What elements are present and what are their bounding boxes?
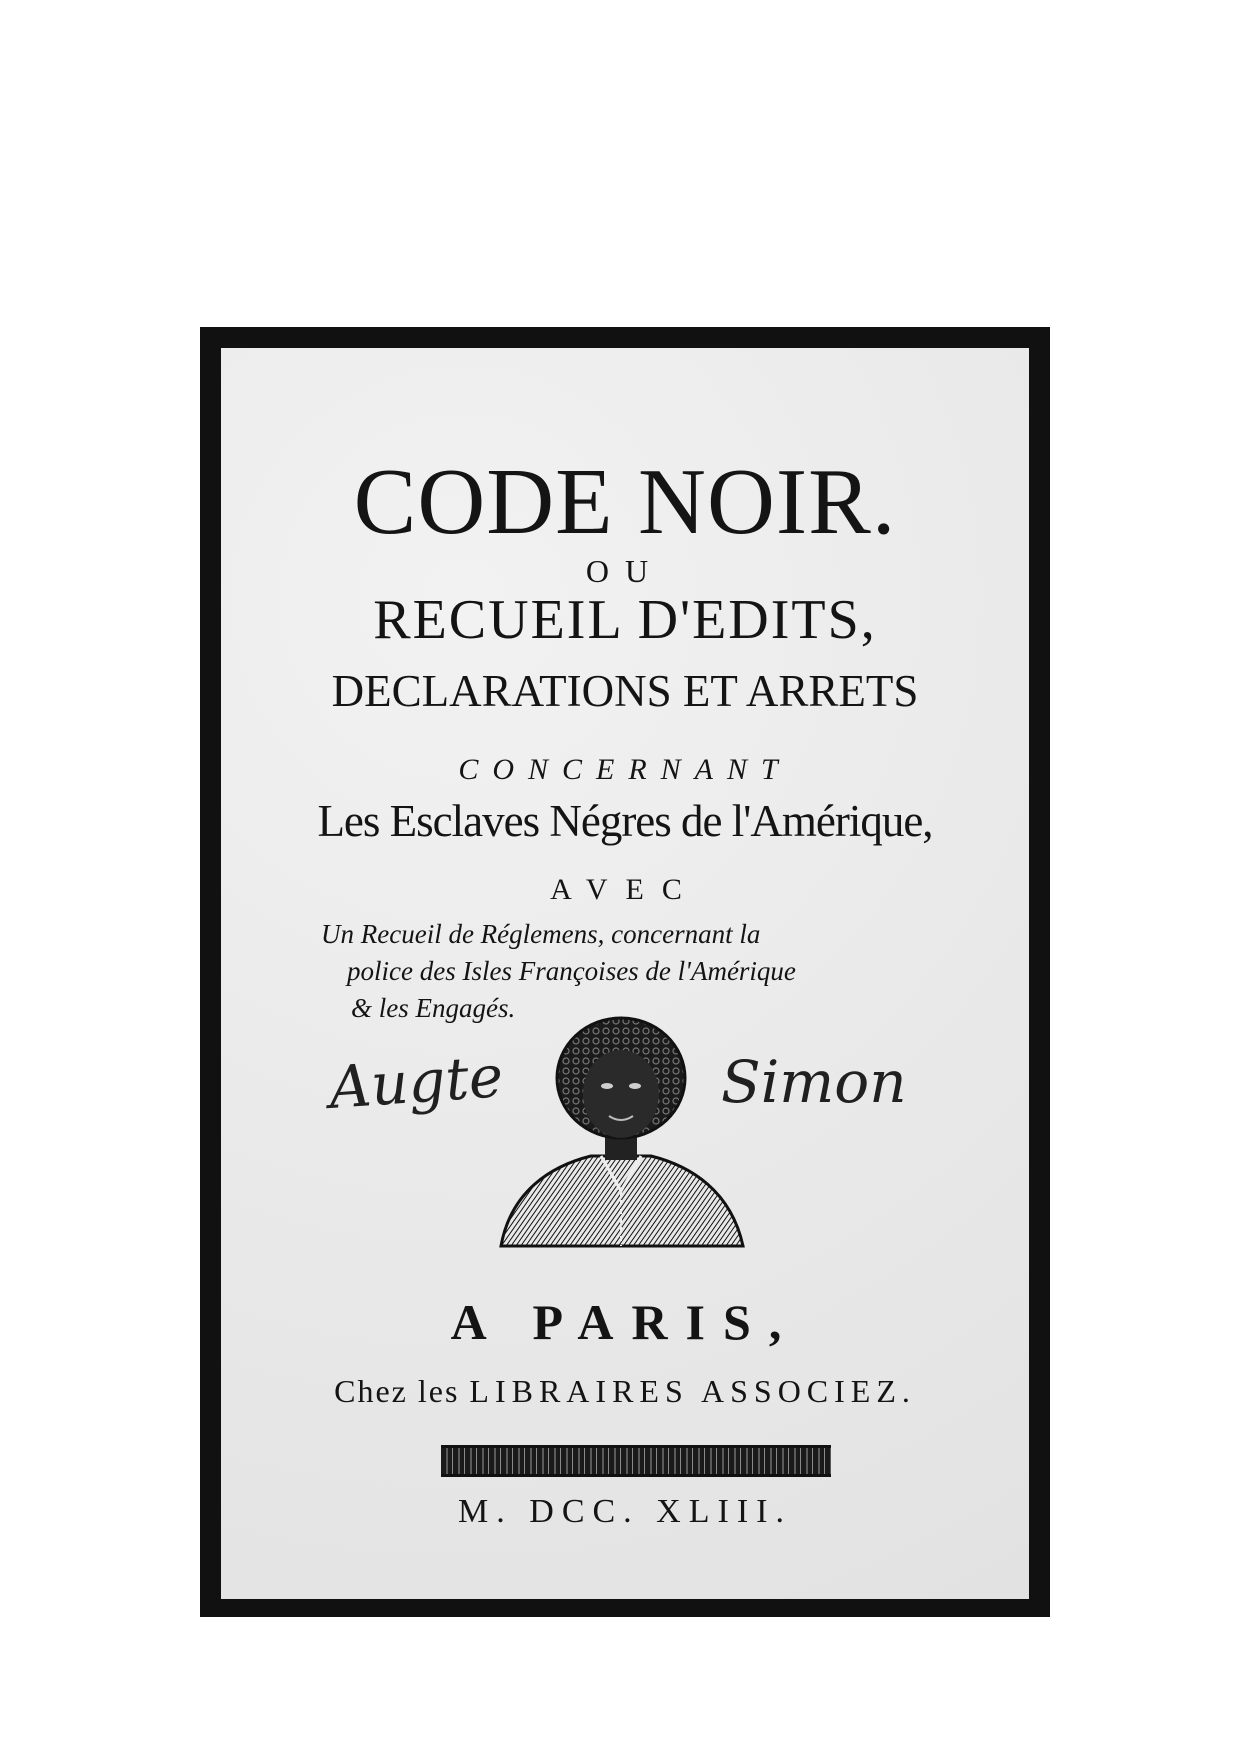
imprint-city: A PARIS, xyxy=(450,1294,800,1350)
imprint-publisher xyxy=(221,1373,1029,1410)
publication-year: M. DCC. XLIII. xyxy=(458,1493,792,1530)
title-conjunction: OU xyxy=(585,553,665,589)
title-page xyxy=(221,348,1029,1599)
subtitle-declarations: DECLARATIONS ET ARRETS xyxy=(331,666,919,716)
reglemens-line: & les Engagés. xyxy=(351,993,516,1023)
book-title: CODE NOIR. xyxy=(353,450,897,554)
subtitle-recueil: RECUEIL D'EDITS, xyxy=(373,589,877,651)
subtitle-concernant: CONCERNANT xyxy=(458,753,792,786)
subtitle-esclaves: Les Esclaves Négres de l'Amérique, xyxy=(317,796,933,846)
reglemens-line: police des Isles Françoises de l'Amérique xyxy=(347,956,796,986)
publisher-prefix: Chez les xyxy=(334,1373,460,1409)
publisher-name: LIBRAIRES ASSOCIEZ. xyxy=(469,1373,916,1409)
signature-right: Simon xyxy=(721,1048,907,1116)
woodcut-portrait-image xyxy=(481,1016,761,1256)
subtitle-avec: AVEC xyxy=(550,873,700,906)
signature-left: Augte xyxy=(326,1042,506,1122)
ornamental-rule xyxy=(441,1445,831,1477)
reglemens-line: Un Recueil de Réglemens, concernant la xyxy=(321,919,761,949)
reglemens-paragraph xyxy=(321,916,971,1027)
title-page-frame xyxy=(200,327,1050,1617)
